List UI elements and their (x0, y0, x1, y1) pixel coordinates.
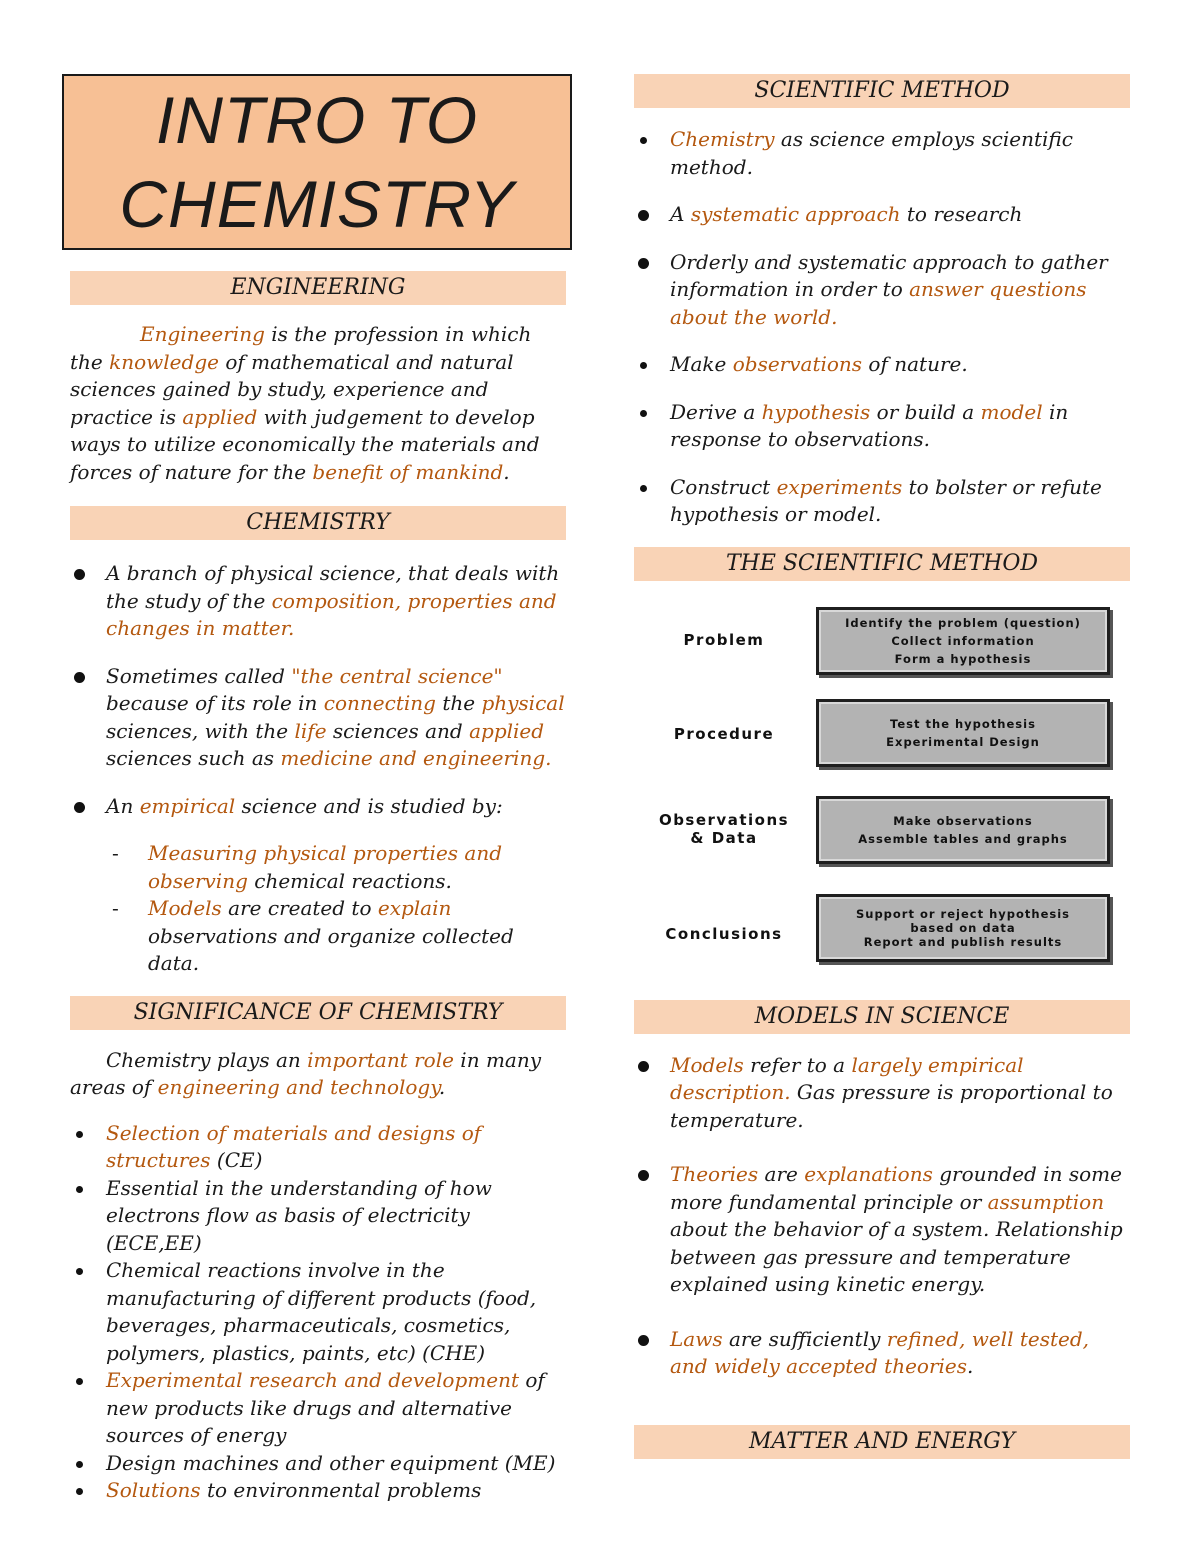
bullet-icon (640, 410, 647, 417)
list-item (634, 399, 1130, 454)
left-column (62, 74, 572, 1505)
list-item (112, 895, 566, 978)
step-label-line: Conclusions (665, 924, 783, 943)
significance-intro (70, 1047, 566, 1102)
text: . (503, 459, 510, 484)
highlight: hypothesis (761, 399, 871, 424)
chemistry-list (70, 560, 566, 820)
highlight: "the central science" (291, 663, 503, 688)
step-label-conclusions (634, 925, 814, 943)
text: Essential in the understanding of how electrons flow as basis of electricity (ECE,EE) (106, 1175, 492, 1255)
models-list (634, 1052, 1130, 1381)
dash-icon: - (112, 896, 119, 920)
empirical-sublist (70, 840, 566, 978)
highlight: experiments (776, 474, 903, 499)
list-item (70, 793, 566, 821)
step-label-line: & Data (690, 828, 758, 847)
list-item (634, 1326, 1130, 1381)
step-label-observations (634, 811, 814, 847)
text: because of its role in (106, 691, 324, 715)
term-applied: applied (182, 404, 258, 429)
matter-energy-heading: MATTER AND ENERGY (634, 1425, 1130, 1459)
list-item (112, 840, 566, 895)
text: the (435, 691, 482, 715)
text: A branch of physical science, that deals with the study of the (106, 561, 560, 613)
highlight: observations (732, 352, 863, 376)
scientific-method-heading: SCIENTIFIC METHOD (634, 74, 1130, 108)
list-item (634, 474, 1130, 529)
bullet-icon (76, 1268, 83, 1275)
list-item (70, 1367, 566, 1450)
highlight: applied (469, 718, 545, 743)
highlight: model (980, 399, 1043, 424)
step-label-procedure (634, 725, 814, 743)
step-label-line: Procedure (673, 724, 775, 743)
bullet-icon (74, 569, 85, 580)
list-item (70, 1257, 566, 1367)
bullet-icon (76, 1488, 83, 1495)
step-line: Test the hypothesis (890, 716, 1036, 731)
text: Sometimes called (106, 663, 292, 688)
step-box-observations (816, 796, 1110, 864)
chemistry-heading: CHEMISTRY (70, 506, 566, 540)
text: in many areas of (70, 1047, 542, 1099)
step-line: Support or reject hypothesis (855, 906, 1071, 921)
bullet-icon (638, 258, 649, 269)
text: are (758, 1162, 805, 1186)
text: A (670, 202, 691, 226)
step-box-procedure (816, 699, 1110, 767)
highlight: explanations (804, 1162, 933, 1186)
step-line: Report and publish results (863, 934, 1063, 949)
highlight: Measuring physical properties and observing (148, 841, 503, 893)
bullet-icon (74, 802, 85, 813)
engineering-heading: ENGINEERING (70, 271, 566, 305)
text: Make (670, 352, 733, 376)
text: in response to observations. (670, 399, 1069, 451)
step-box-conclusions (816, 894, 1110, 962)
highlight: Selection of materials and designs of structures (106, 1120, 482, 1172)
step-line: Identify the problem (question) (845, 615, 1081, 630)
bullet-icon (638, 1170, 649, 1181)
bullet-icon (640, 485, 647, 492)
bullet-icon (638, 1335, 649, 1346)
highlight: Theories (670, 1162, 759, 1186)
text: Design machines and other equipment (ME) (106, 1450, 556, 1475)
page-title-box (62, 74, 572, 250)
highlight: Laws (670, 1326, 723, 1351)
text: science and is studied by: (235, 793, 503, 818)
highlight: life (294, 718, 327, 743)
bullet-icon (640, 362, 647, 369)
bullet-icon (74, 672, 85, 683)
text: are created to (221, 896, 378, 920)
step-line: Collect information (891, 633, 1035, 648)
step-line: Form a hypothesis (894, 651, 1032, 666)
highlight: Models (670, 1052, 744, 1077)
highlight: empirical (139, 793, 236, 818)
list-item (70, 1175, 566, 1258)
term-engineering: Engineering (140, 322, 265, 346)
list-item (634, 351, 1130, 379)
highlight: medicine and engineering. (280, 746, 552, 770)
list-item (634, 201, 1130, 229)
list-item (70, 1477, 566, 1505)
significance-list (70, 1120, 566, 1505)
list-item (70, 663, 566, 773)
text: is the profession in which the (70, 322, 532, 374)
step-label-problem (634, 631, 814, 649)
step-line: Assemble tables and graphs (858, 831, 1068, 846)
highlight: Solutions (106, 1478, 201, 1502)
scientific-method-list (634, 126, 1130, 529)
highlight: refined, well tested, and widely accepted theories (670, 1326, 1089, 1378)
step-box-problem (816, 607, 1110, 675)
list-item (634, 1052, 1130, 1135)
bullet-icon (76, 1378, 83, 1385)
highlight: explain (377, 896, 452, 920)
highlight: answer questions about the world. (670, 277, 1087, 329)
text: of nature. (862, 352, 968, 376)
text: about the behavior of a system. Relationship between gas pressure and temperature explained using kinetic energy. (670, 1217, 1123, 1296)
text: Chemistry plays an (106, 1047, 308, 1072)
text: Construct (670, 474, 777, 499)
text: sciences and (326, 718, 470, 743)
step-label-line: Observations (658, 810, 790, 829)
bullet-icon (638, 210, 649, 221)
highlight: Models (148, 896, 222, 920)
dash-icon: - (112, 841, 119, 865)
text: Orderly and systematic approach to gather information in order to (670, 249, 1108, 301)
step-line: Make observations (893, 813, 1033, 828)
right-column (634, 74, 1130, 1381)
term-benefit: benefit of mankind (312, 459, 504, 484)
highlight: composition, properties and changes in matter. (106, 588, 557, 640)
text: sciences, with the (106, 718, 295, 743)
text: . (438, 1075, 446, 1099)
text: chemical reactions. (247, 868, 452, 893)
list-item (634, 249, 1130, 332)
list-item (70, 560, 566, 643)
highlight: important role (307, 1047, 454, 1072)
bullet-icon (640, 137, 647, 144)
step-line: based on data (910, 920, 1016, 935)
list-item (634, 1161, 1130, 1299)
text: with judgement to develop ways to utilize economically the materials and forces of nature for the (70, 404, 540, 484)
significance-heading: SIGNIFICANCE OF CHEMISTRY (70, 996, 566, 1030)
bullet-icon (76, 1461, 83, 1468)
text: sciences such as (106, 746, 281, 770)
text: grounded in some more fundamental principle or (670, 1162, 1122, 1214)
text: Chemical reactions involve in the manufacturing of different products (food, beverages, pharmaceuticals, cosmetics, polymers, plastics, paints, etc) (CHE) (106, 1258, 537, 1365)
highlight: Chemistry (670, 127, 775, 151)
text: . (967, 1354, 974, 1378)
list-item (70, 1450, 566, 1478)
text: are sufficiently (722, 1326, 887, 1351)
bullet-icon (76, 1186, 83, 1193)
text: as science employs scientific method. (670, 127, 1073, 179)
text: or build a (870, 399, 981, 424)
text: Gas pressure is proportional to temperature. (670, 1080, 1113, 1132)
step-line: Experimental Design (886, 734, 1040, 749)
text: An (106, 793, 140, 818)
bullet-icon (638, 1061, 649, 1072)
scientific-method-diagram (634, 607, 1130, 987)
term-knowledge: knowledge (109, 349, 219, 374)
highlight: connecting (323, 691, 436, 715)
highlight: systematic approach (690, 202, 901, 226)
text: (CE) (210, 1148, 263, 1172)
highlight: physical (481, 691, 565, 715)
title-line-1: INTRO TO (155, 83, 479, 157)
text: to environmental problems (200, 1478, 482, 1502)
text: observations and organize collected data. (148, 923, 514, 975)
bullet-icon (76, 1131, 83, 1138)
step-label-line: Problem (683, 630, 765, 649)
highlight: engineering and technology (157, 1075, 439, 1099)
the-scientific-method-heading: THE SCIENTIFIC METHOD (634, 547, 1130, 581)
text: of new products like drugs and alternative sources of energy (106, 1368, 545, 1447)
text: Derive a (670, 399, 762, 424)
text: of mathematical and natural sciences gained by study, experience and practice is (70, 349, 514, 429)
title-line-2: CHEMISTRY (119, 167, 515, 241)
highlight: assumption (987, 1189, 1105, 1214)
list-item (70, 1120, 566, 1175)
highlight: largely empirical description. (670, 1052, 1024, 1104)
highlight: Experimental research and development (106, 1368, 519, 1392)
models-heading: MODELS IN SCIENCE (634, 1000, 1130, 1034)
text: to research (900, 202, 1023, 226)
list-item (634, 126, 1130, 181)
text: refer to a (743, 1052, 852, 1077)
text: to bolster or refute hypothesis or model. (670, 474, 1102, 526)
engineering-paragraph (70, 321, 566, 486)
